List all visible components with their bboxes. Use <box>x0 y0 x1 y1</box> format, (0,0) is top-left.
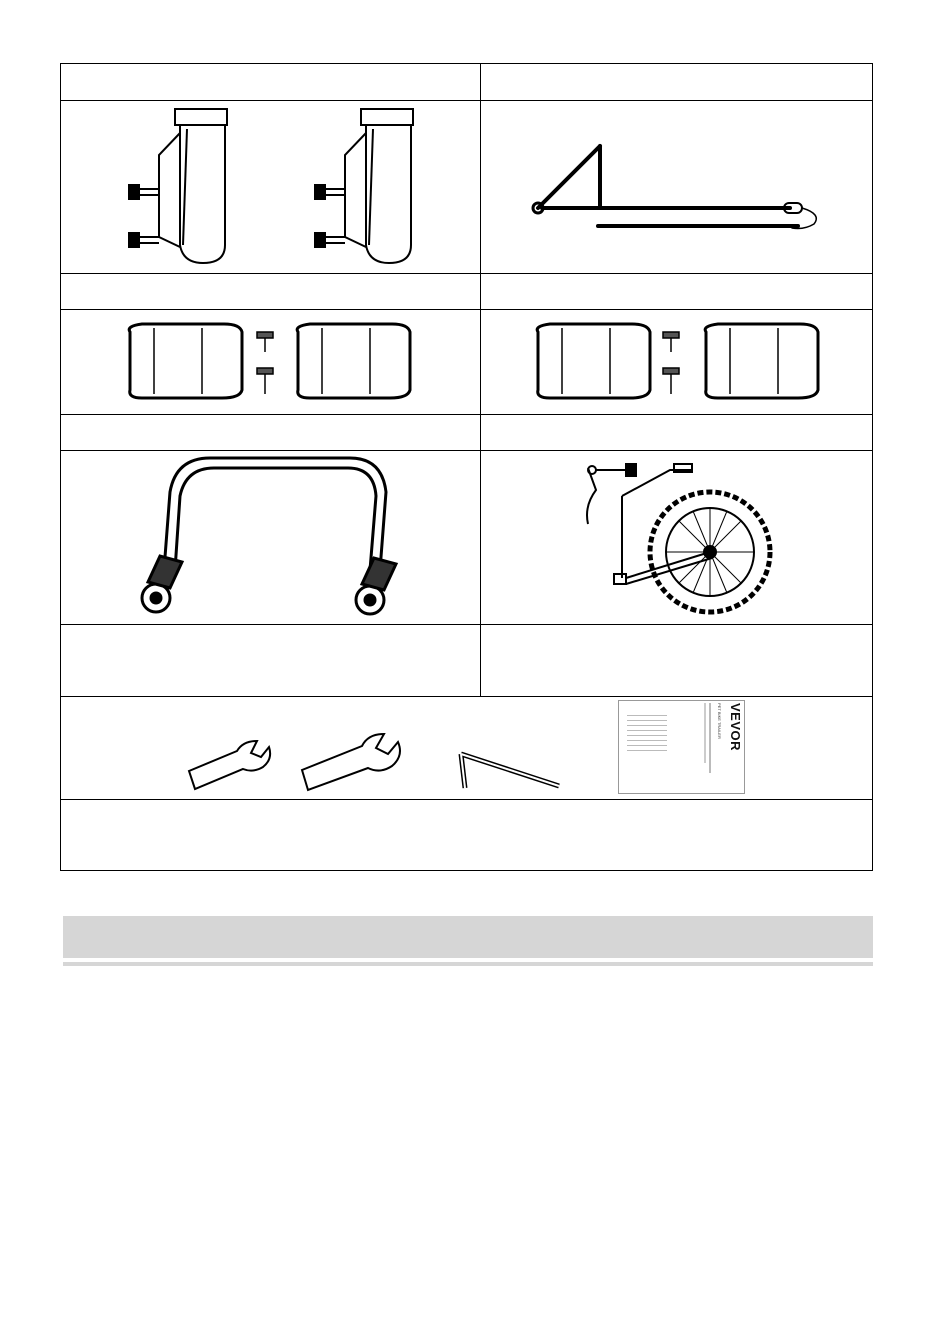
manual-title: PET BIKE TRAILER <box>717 703 722 739</box>
table-rule <box>61 414 872 415</box>
allen-key-icon <box>455 748 567 794</box>
section-underline <box>63 962 873 966</box>
table-rule <box>61 100 872 101</box>
spanner-large-icon <box>298 728 410 792</box>
spanner-small-icon <box>185 735 277 791</box>
tow-bar-illustration <box>528 138 824 234</box>
handle-bar-illustration <box>130 452 412 620</box>
table-divider <box>480 64 481 696</box>
wheel-assembly-illustration <box>570 460 780 616</box>
mounting-sleeve-illustration <box>125 105 415 267</box>
table-rule <box>61 799 872 800</box>
reflector-set-right <box>530 318 828 408</box>
table-rule <box>61 450 872 451</box>
table-rule <box>61 624 872 625</box>
table-rule <box>61 309 872 310</box>
table-rule <box>61 696 872 697</box>
section-header-bar <box>63 916 873 958</box>
reflector-set-left <box>122 318 420 408</box>
user-manual-illustration <box>618 700 745 794</box>
manual-brand: VEVOR <box>728 703 743 752</box>
table-rule <box>61 273 872 274</box>
